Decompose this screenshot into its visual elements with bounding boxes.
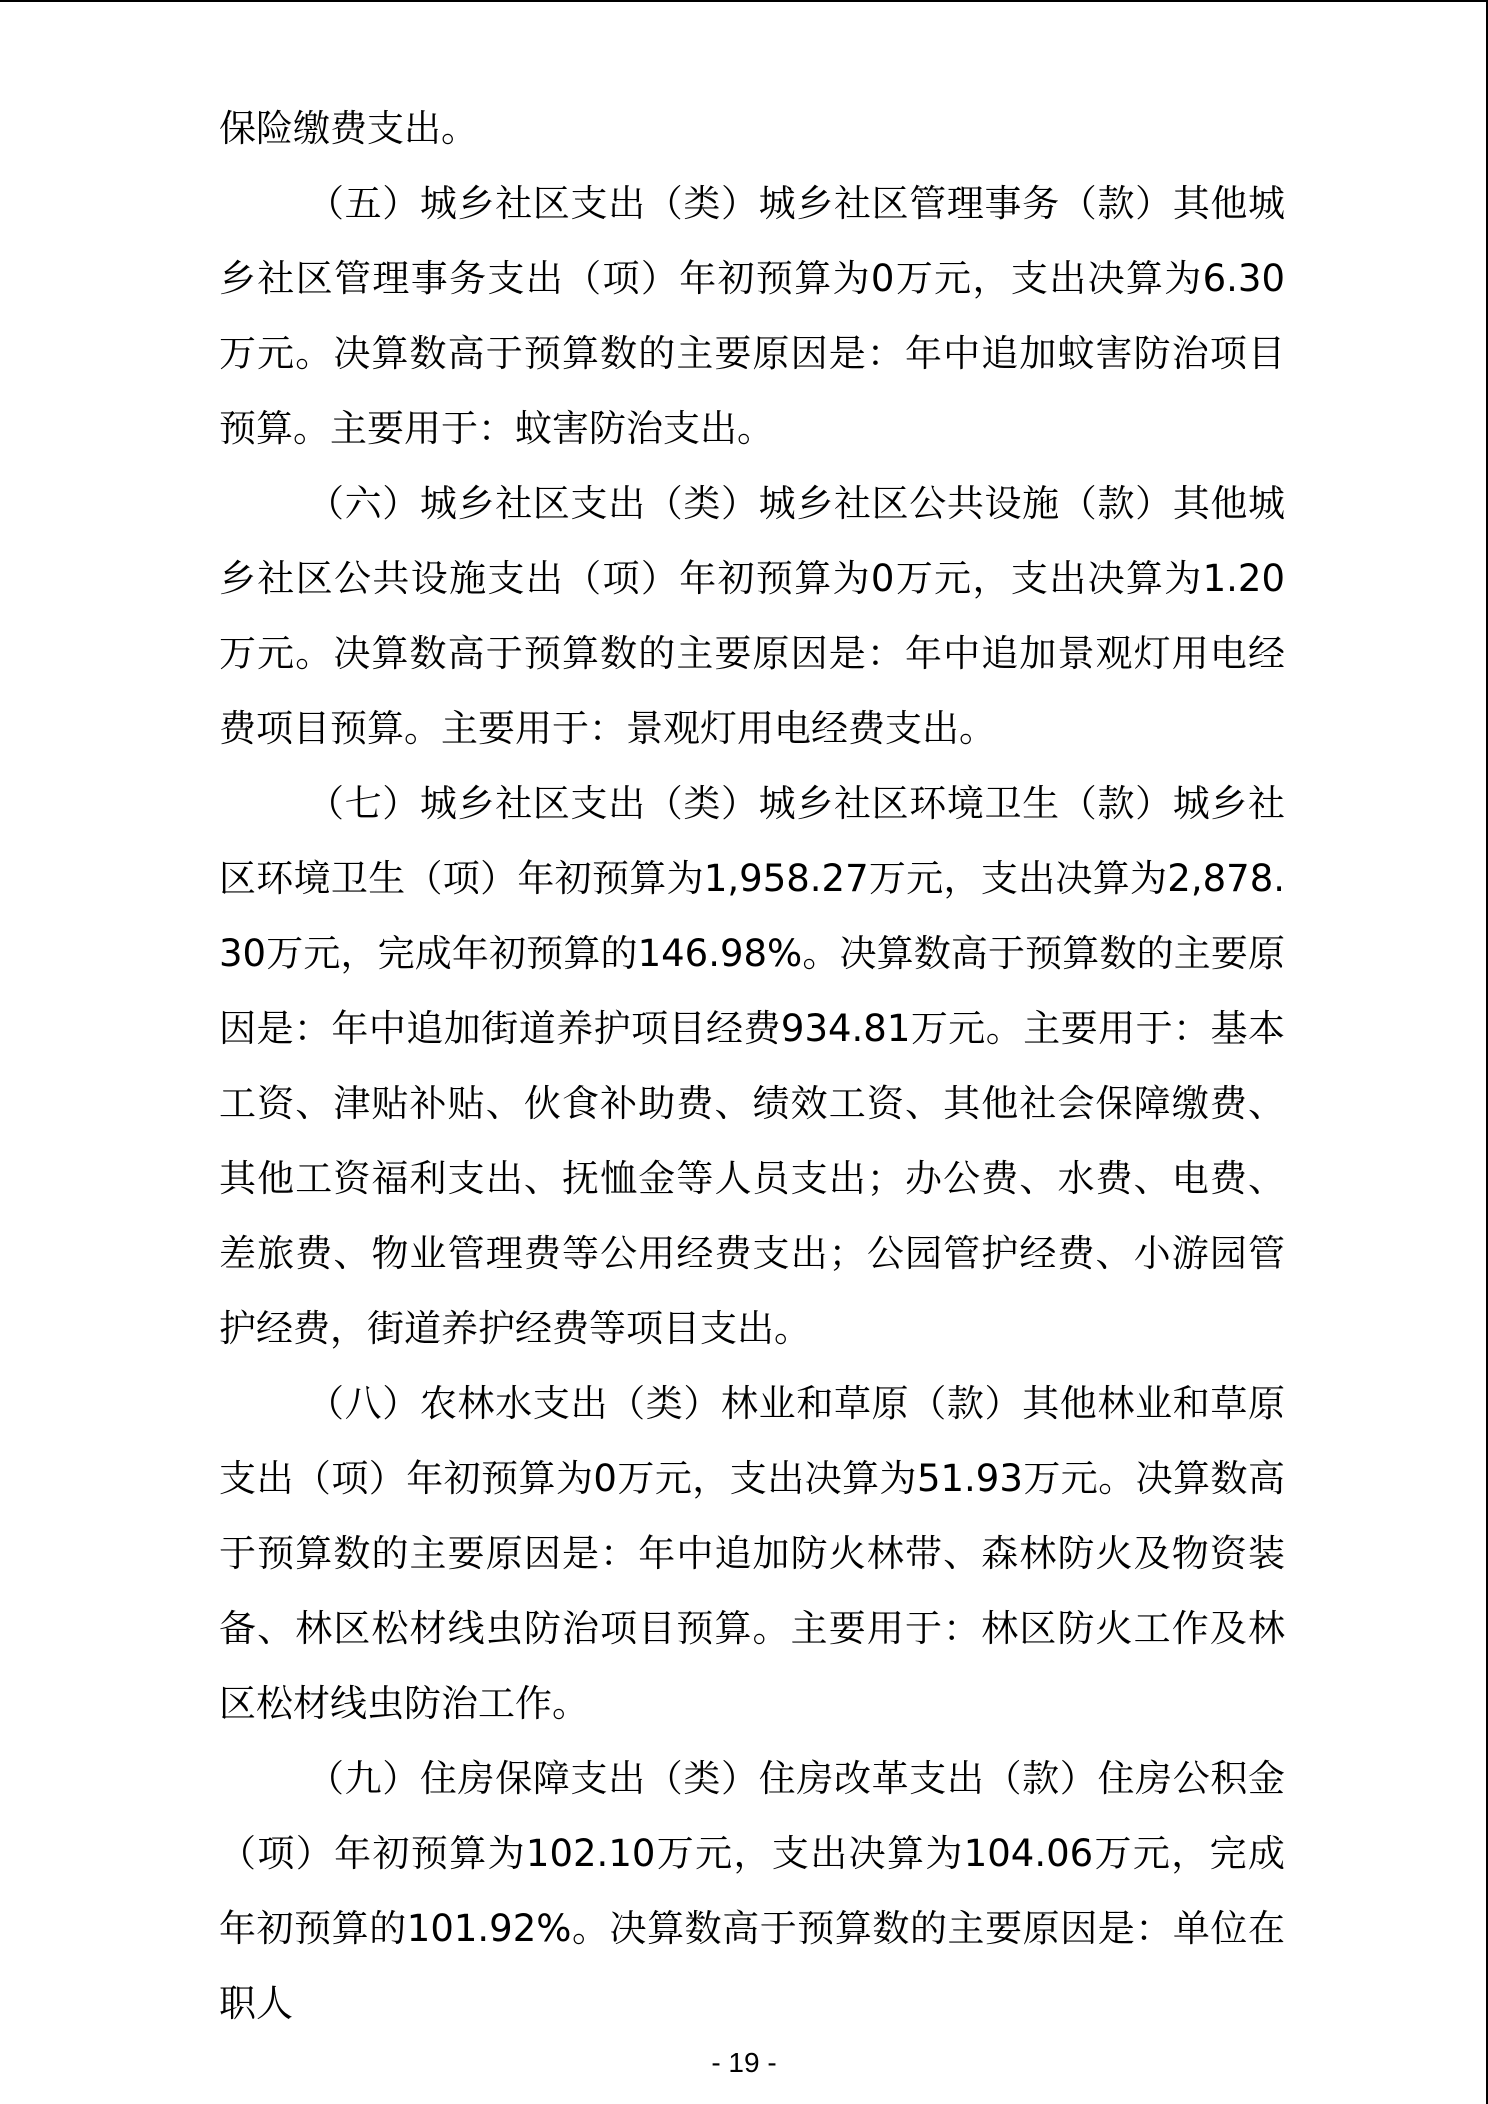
page-number: - 19 -	[711, 2047, 777, 2078]
top-border	[0, 0, 1488, 2]
paragraph-item-8: （八）农林水支出（类）林业和草原（款）其他林业和草原支出（项）年初预算为0万元，支出决算为51.93万元。决算数高于预算数的主要原因是：年中追加防火林带、森林防火及物资装备、林区松材线虫防治项目预算。主要用于：林区防火工作及林区松材线虫防治工作。	[219, 1382, 1285, 1725]
document-body	[219, 91, 1285, 2041]
paragraph-item-9: （九）住房保障支出（类）住房改革支出（款）住房公积金（项）年初预算为102.10万元，支出决算为104.06万元，完成年初预算的101.92%。决算数高于预算数的主要原因是：单位在职人	[219, 1757, 1285, 2025]
paragraph-item-6: （六）城乡社区支出（类）城乡社区公共设施（款）其他城乡社区公共设施支出（项）年初预算为0万元，支出决算为1.20万元。决算数高于预算数的主要原因是：年中追加景观灯用电经费项目预算。主要用于：景观灯用电经费支出。	[219, 482, 1285, 750]
paragraph-item-7: （七）城乡社区支出（类）城乡社区环境卫生（款）城乡社区环境卫生（项）年初预算为1,958.27万元，支出决算为2,878.30万元，完成年初预算的146.98%。决算数高于预算数的主要原因是：年中追加街道养护项目经费934.81万元。主要用于：基本工资、津贴补贴、伙食补助费、绩效工资、其他社会保障缴费、其他工资福利支出、抚恤金等人员支出；办公费、水费、电费、差旅费、物业管理费等公用经费支出；公园管护经费、小游园管护经费，街道养护经费等项目支出。	[219, 782, 1285, 1350]
paragraph-item-5: （五）城乡社区支出（类）城乡社区管理事务（款）其他城乡社区管理事务支出（项）年初预算为0万元，支出决算为6.30万元。决算数高于预算数的主要原因是：年中追加蚊害防治项目预算。主要用于：蚊害防治支出。	[219, 182, 1285, 450]
paragraph-continuation: 保险缴费支出。	[219, 107, 478, 150]
